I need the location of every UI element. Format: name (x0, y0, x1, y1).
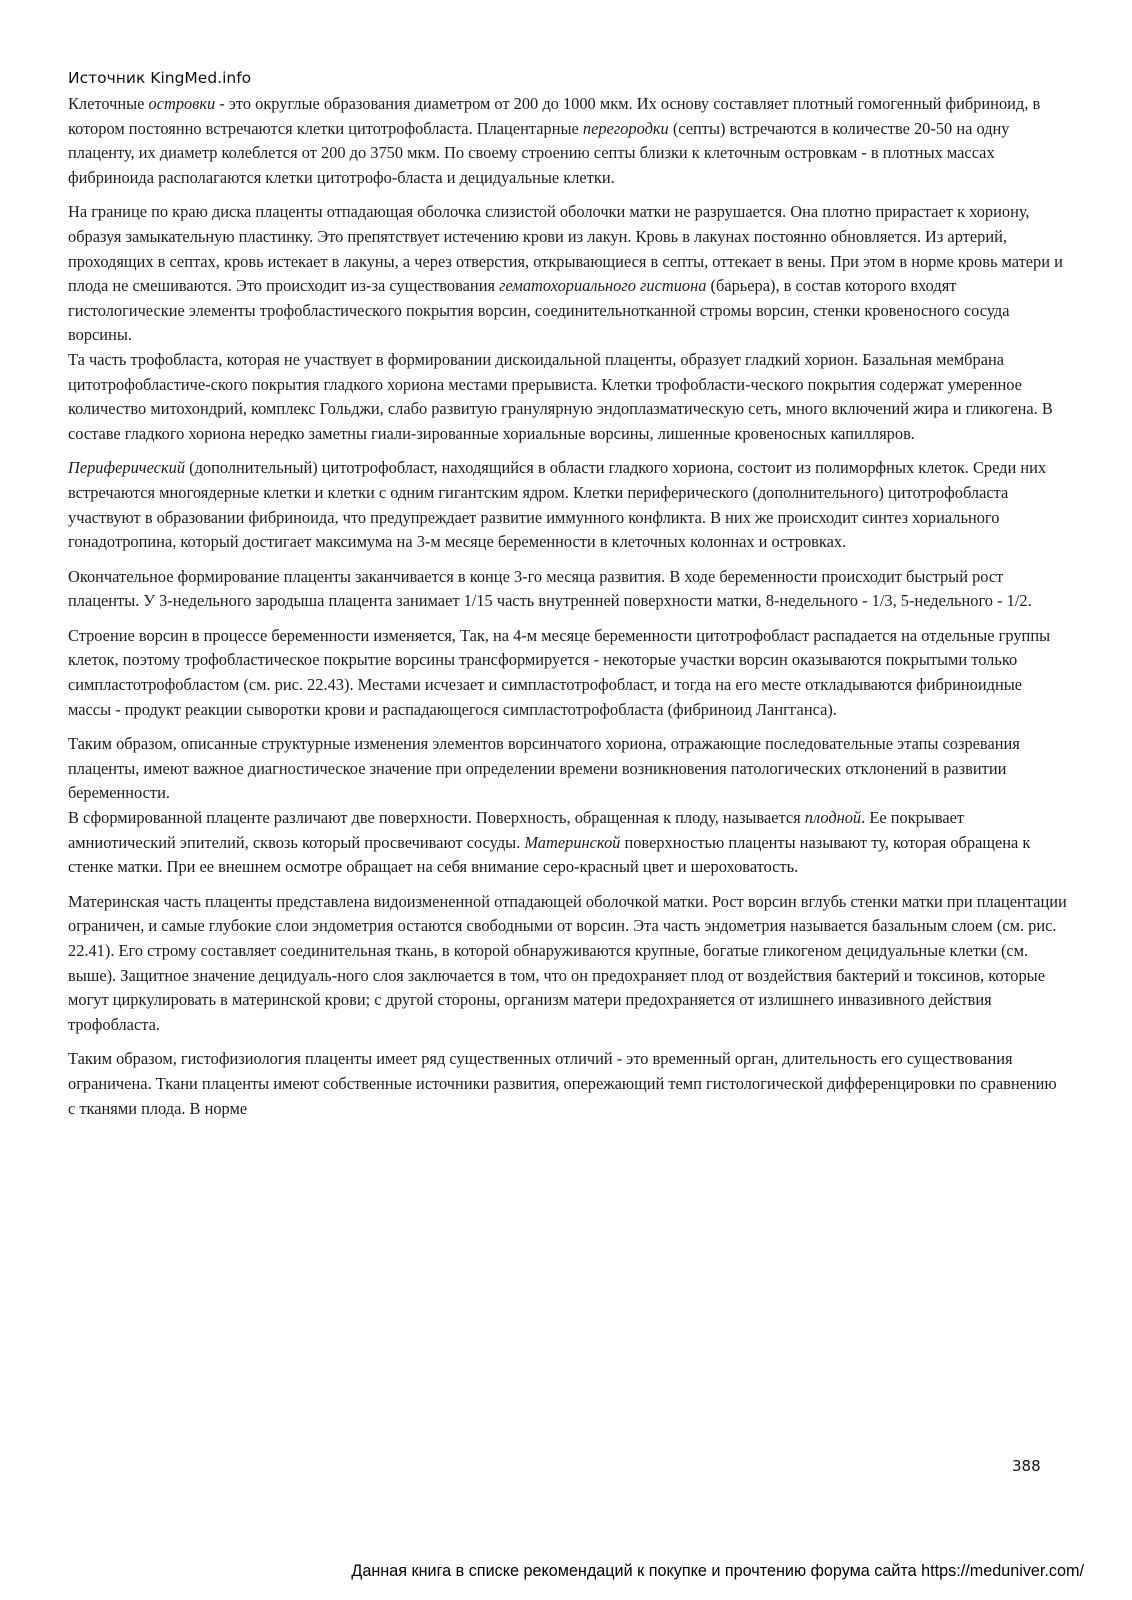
text-run: Таким образом, описанные структурные изменения элементов ворсинчатого хориона, отражающие последовательные этапы созревания плаценты, имеют важное диагностическое значение при определении времени возникновения патологических отклонений в развитии беременности. (68, 734, 1020, 803)
italic-term: островки (148, 94, 216, 113)
document-page (68, 66, 1068, 1131)
text-run: поверхностью плаценты называют ту, которая обращена к стенке матки. При ее внешнем осмотре обращает на себя внимание серо-красный цвет и шероховатость. (68, 832, 1031, 877)
text-run: (барьера), в состав которого входят гистологические элементы трофобластического покрытия ворсин, соединительнотканной стромы ворсин, стенки кровеносного сосуда ворсины. (68, 276, 1010, 345)
italic-term: перегородки (582, 118, 669, 138)
text-run: Материнская часть плаценты представлена видоизмененной отпадающей оболочкой матки. Рост ворсин вглубь стенки матки при плацентации ограничен, и самые глубокие слои эндометрия остаются свободными от ворсин. Эта часть эндометрия называется базальным слоем (см. рис. 22.41). Его строму составляет соединительная ткань, в которой обнаруживаются крупные, богатые гликогеном децидуальные клетки (см. выше). Защитное значение децидуаль-ного слоя заключается в том, что он предохраняет плод от воздействия бактерий и токсинов, которые могут циркулировать в материнской крови; с другой стороны, организм матери предохраняется от излишнего инвазивного действия трофобласта. (68, 891, 1067, 1034)
text-run: (септы) встречаются в количестве 20-50 на одну плаценту, их диаметр колеблется от 200 до 3750 мкм. По своему строению септы близки к клеточным островкам - в плотных массах фибриноида располагаются клетки цитотрофо-бласта и децидуальные клетки. (68, 118, 1010, 187)
document-body (68, 92, 1068, 1121)
paragraph (68, 732, 1068, 880)
page-number: 388 (1012, 1457, 1041, 1475)
text-run: Таким образом, гистофизиология плаценты имеет ряд существенных отличий - это временный орган, длительность его существования ограничена. Ткани плаценты имеют собственные источники развития, опережающий темп гистологической дифференцировки по сравнению с тканями плода. В норме (68, 1049, 1057, 1118)
source-label: Источник KingMed.info (68, 69, 252, 87)
text-run: В сформированной плаценте различают две поверхности. Поверхность, обращенная к плоду, называется (68, 808, 805, 828)
paragraph (68, 92, 1068, 190)
text-run: - это округлые образования диаметром от 200 до 1000 мкм. Их основу составляет плотный гомогенный фибриноид, в котором постоянно встречаются клетки цитотрофобласта. Плацентарные (68, 94, 1041, 138)
text-run: Та часть трофобласта, которая не участвует в формировании дискоидальной плаценты, образует гладкий хорион. Базальная мембрана цитотрофобластиче-ского покрытия гладкого хориона местами прерывиста. Клетки трофобласти-ческого покрытия содержат умеренное количество митохондрий, комплекс Гольджи, слабо развитую гранулярную эндоплазматическую сеть, много включений жира и гликогена. В составе гладкого хориона нередко заметны гиали-зированные хориальные ворсины, лишенные кровеносных капилляров. (68, 349, 1053, 443)
text-run: Строение ворсин в процессе беременности изменяется, Так, на 4-м месяце беременности цитотрофобласт распадается на отдельные группы клеток, поэтому трофобластическое покрытие ворсины трансформируется - некоторые участки ворсин оказываются покрытыми только симпластотрофобластом (см. рис. 22.43). Местами исчезает и симпластотрофобласт, и тогда на его месте откладываются фибриноидные массы - продукт реакции сыворотки крови и распадающегося симпластотрофобласта (фибриноид Лангганса). (68, 625, 1051, 719)
text-run: (дополнительный) цитотрофобласт, находящийся в области гладкого хориона, состоит из полиморфных клеток. Среди них встречаются многоядерные клетки и клетки с одним гигантским ядром. Клетки периферического (дополнительного) цитотрофобласта участвуют в образовании фибриноида, что предупреждает развитие иммунного конфликта. В них же происходит синтез хориального гонадотропина, который достигает максимума на 3-м месяце беременности в клеточных колоннах и островках. (68, 458, 1047, 552)
text-run: Клеточные (68, 94, 149, 113)
italic-term: Периферический (68, 458, 186, 478)
text-run: На границе по краю диска плаценты отпадающая оболочка слизистой оболочки матки не разрушается. Она плотно прирастает к хориону, образуя замыкательную пластинку. Это препятствует истечению крови из лакун. Кровь в лакунах постоянно обновляется. Из артерий, проходящих в септах, кровь истекает в лакуны, а через отверстия, открывающиеся в септы, оттекает в вены. При этом в норме кровь матери и плода не смешиваются. Это происходит из-за существования (68, 202, 1063, 296)
footer-note: Данная книга в списке рекомендаций к покупке и прочтению форума сайта https://meduniver.com/ (351, 1562, 1084, 1580)
italic-term: плодной (804, 808, 862, 828)
paragraph (68, 1047, 1068, 1121)
paragraph (68, 200, 1068, 446)
text-run: Окончательное формирование плаценты заканчивается в конце 3-го месяца развития. В ходе беременности происходит быстрый рост плаценты. У 3-недельного зародыша плацента занимает 1/15 часть внутренней поверхности матки, 8-недельного - 1/3, 5-недельного - 1/2. (68, 566, 1032, 611)
paragraph (68, 624, 1068, 722)
paragraph (68, 890, 1068, 1038)
italic-term: Материнской (524, 832, 621, 852)
text-run: . Ее покрывает амниотический эпителий, сквозь который просвечивают сосуды. (68, 808, 965, 852)
paragraph (68, 456, 1068, 554)
paragraph (68, 565, 1068, 614)
italic-term: гематохориального гистиона (499, 276, 707, 296)
